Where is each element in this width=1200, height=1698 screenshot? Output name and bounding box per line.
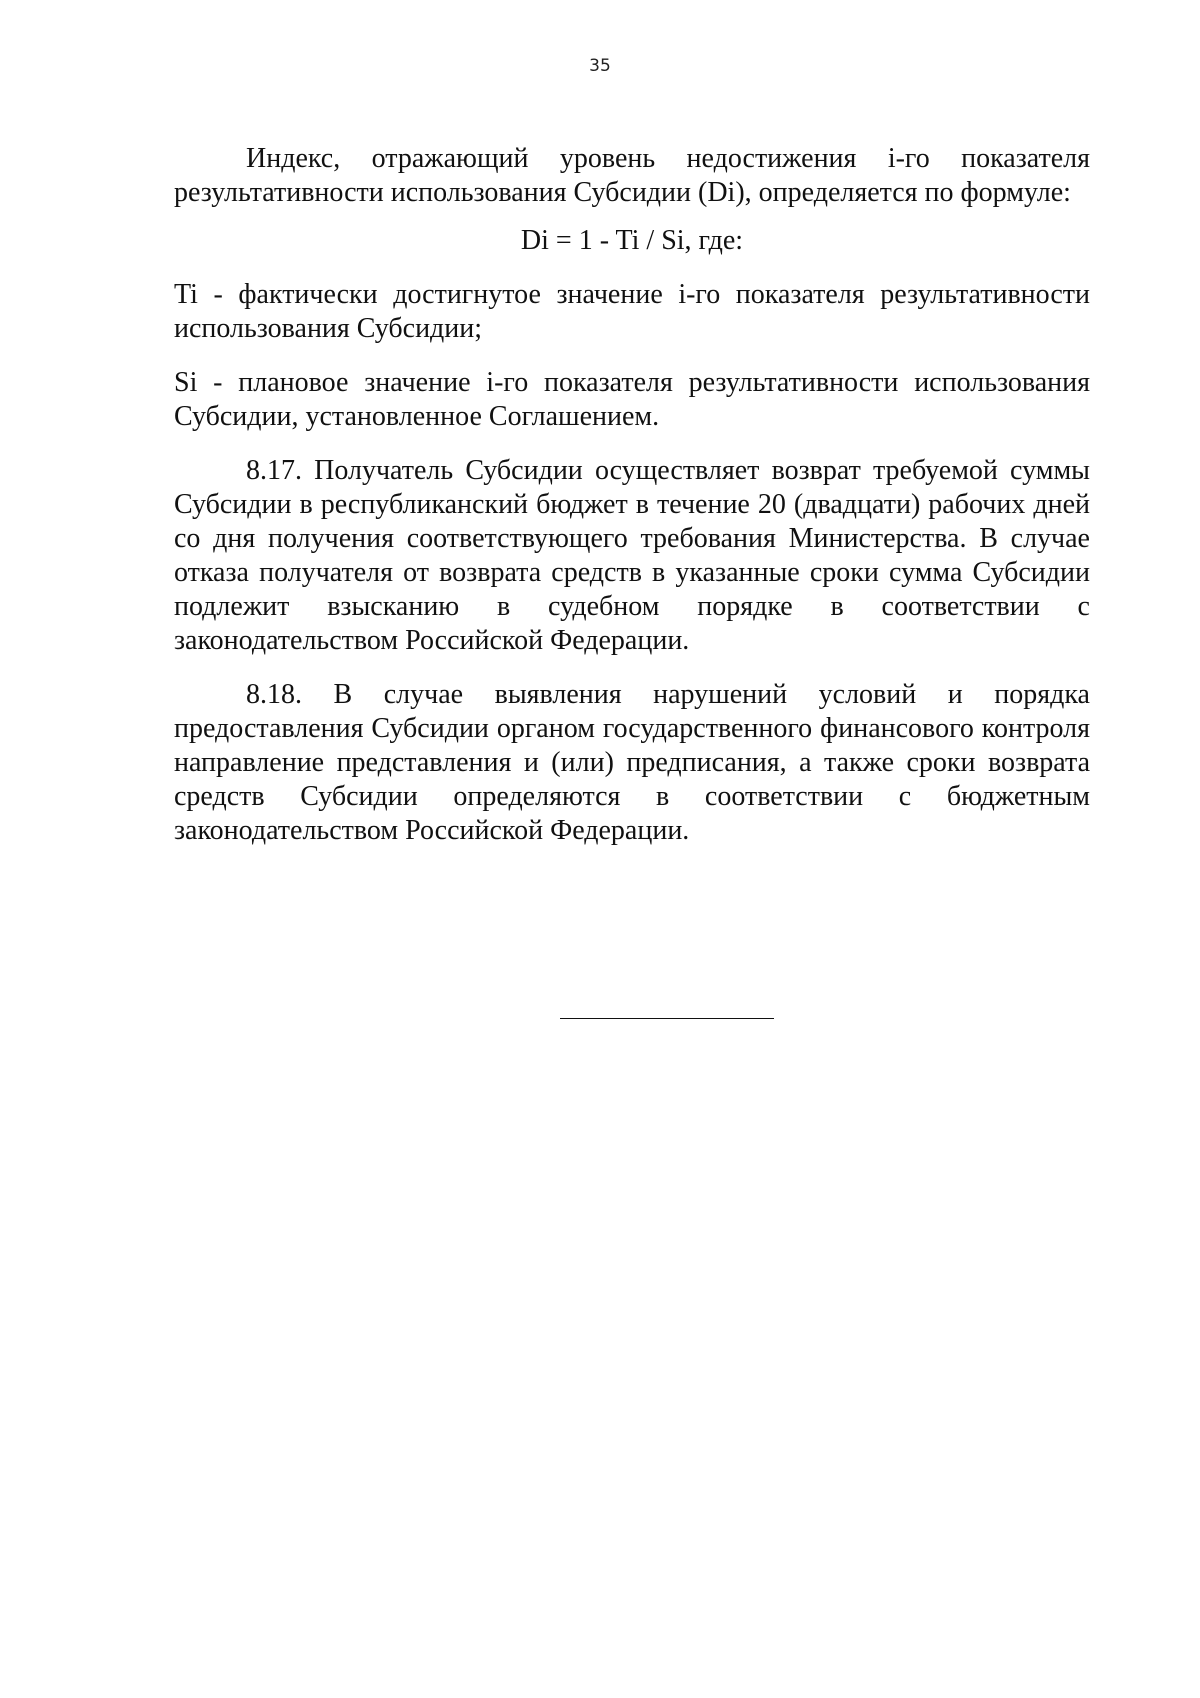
clause-8-18-paragraph: 8.18. В случае выявления нарушений условий и порядка предоставления Субсидии органом государственного финансового контроля направление представления и (или) предписания, а также сроки возврата средств Субсидии определяются в соответствии с бюджетным законодательством Российской Федерации. <box>174 679 1090 846</box>
end-of-document-rule <box>560 1018 774 1019</box>
ti-definition-paragraph: Ti - фактически достигнутое значение i-го показателя результативности использования Субсидии; <box>174 279 1090 344</box>
index-intro-paragraph: Индекс, отражающий уровень недостижения i-го показателя результативности использования Субсидии (Di), определяется по формуле: <box>174 143 1090 208</box>
si-definition-paragraph: Si - плановое значение i-го показателя результативности использования Субсидии, установленное Соглашением. <box>174 367 1090 432</box>
formula-text: Di = 1 - Ti / Si, где: <box>520 225 744 256</box>
clause-8-17-paragraph: 8.17. Получатель Субсидии осуществляет возврат требуемой суммы Субсидии в республиканский бюджет в течение 20 (двадцати) рабочих дней со дня получения соответствующего требования Министерства. В случае отказа получателя от возврата средств в указанные сроки сумма Субсидии подлежит взысканию в судебном порядке в соответствии с законодательством Российской Федерации. <box>174 455 1090 656</box>
formula-line <box>174 224 1090 258</box>
page-number: 35 <box>589 56 611 76</box>
document-body <box>174 142 1090 868</box>
